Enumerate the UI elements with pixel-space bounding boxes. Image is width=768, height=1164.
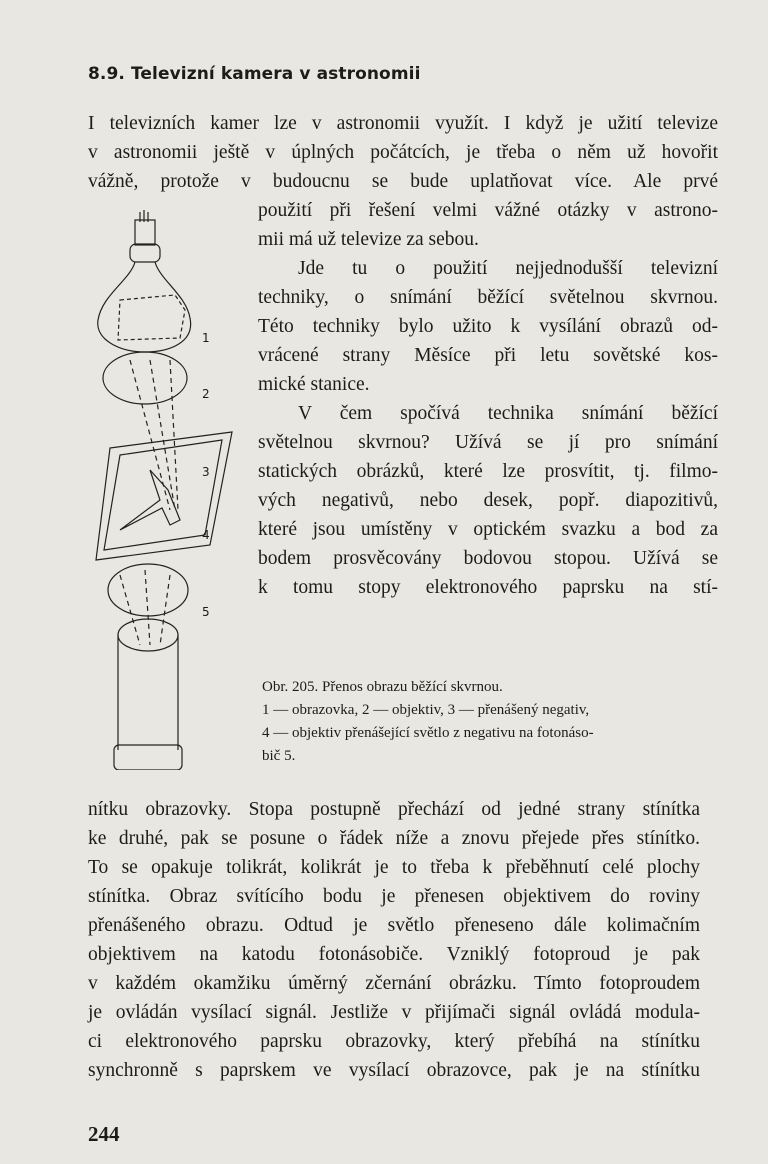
- tube-socket: [130, 244, 160, 262]
- photomultiplier-base: [114, 745, 182, 770]
- text-line: které jsou umístěny v optickém svazku a bod za: [258, 519, 718, 540]
- text-line: mické stanice.: [258, 374, 370, 395]
- text-line: techniky, o snímání běžící světelnou skvrnou.: [258, 287, 718, 308]
- text-line: Této techniky bylo užito k vysílání obrazů od-: [258, 316, 718, 337]
- text-line: vrácené strany Měsíce při letu sovětské kos-: [258, 345, 718, 366]
- text-line: nítku obrazovky. Stopa postupně přechází od jedné strany stínítka: [88, 799, 700, 820]
- caption-line: 4 — objektiv přenášející světlo z negativu na fotonáso-: [262, 725, 594, 741]
- text-line: vážně, protože v budoucnu se bude uplatňovat více. Ale prvé: [88, 171, 718, 192]
- page-number: 244: [88, 1122, 120, 1146]
- text-line: stínítka. Obraz svítícího bodu je přenesen objektivem do roviny: [88, 886, 700, 907]
- tube-neck: [135, 220, 155, 245]
- section-heading: 8.9. Televizní kamera v astronomii: [88, 64, 421, 84]
- objective-lens-2: [103, 352, 187, 404]
- camera-tube-figure: [90, 200, 260, 770]
- figure-caption: [262, 676, 722, 768]
- caption-title: Obr. 205. Přenos obrazu běžící skvrnou.: [262, 679, 503, 695]
- caption-line: bič 5.: [262, 748, 296, 764]
- figure-label-1: 1: [202, 331, 210, 345]
- text-line: statických obrázků, které lze prosvítit, tj. filmo-: [258, 461, 718, 482]
- text-line: je ovládán vysílací signál. Jestliže v přijímači signál ovládá modula-: [88, 1002, 700, 1023]
- text-line: přenášeného obrazu. Odtud je světlo přeneseno dále kolimačním: [88, 915, 700, 936]
- text-line: To se opakuje tolikrát, kolikrát je to třeba k přeběhnutí celé plochy: [88, 857, 700, 878]
- photomultiplier-5: [118, 635, 178, 750]
- text-line: ke druhé, pak se posune o řádek níže a znovu přejede přes stínítko.: [88, 828, 700, 849]
- text-line: objektivem na katodu fotonásobiče. Vzniklý fotoproud je pak: [88, 944, 700, 965]
- text-line: mii má už televize za sebou.: [258, 229, 479, 250]
- text-line: ci elektronového paprsku obrazovky, který přebíhá na stínítku: [88, 1031, 700, 1052]
- figure-label-4: 4: [202, 528, 210, 542]
- caption-line: 1 — obrazovka, 2 — objektiv, 3 — přenášený negativ,: [262, 702, 590, 718]
- figure-label-2: 2: [202, 387, 210, 401]
- text-line: v astronomii ještě v úplných počátcích, je třeba o něm už hovořit: [88, 142, 718, 163]
- text-line: synchronně s paprskem ve vysílací obrazovce, pak je na stínítku: [88, 1060, 700, 1081]
- text-line: světelnou skvrnou? Užívá se jí pro snímání: [258, 432, 718, 453]
- text-line: I televizních kamer lze v astronomii využít. I když je užití televize: [88, 113, 718, 134]
- text-line: v každém okamžiku úměrný zčernání obrázku. Tímto fotoproudem: [88, 973, 700, 994]
- airplane-negative: [120, 470, 180, 530]
- screen-image: [118, 295, 185, 340]
- figure-label-3: 3: [202, 465, 210, 479]
- text-line: vých negativů, nebo desek, popř. diapozitivů,: [258, 490, 718, 511]
- text-line: k tomu stopy elektronového paprsku na stí-: [258, 577, 718, 598]
- text-line: V čem spočívá technika snímání běžící: [298, 403, 718, 424]
- figure-label-5: 5: [202, 605, 210, 619]
- text-line: bodem prosvěcovány bodovou stopou. Užívá se: [258, 548, 718, 569]
- text-line: Jde tu o použití nejjednodušší televizní: [298, 258, 718, 279]
- text-line: použití při řešení velmi vážné otázky v astrono-: [258, 200, 718, 221]
